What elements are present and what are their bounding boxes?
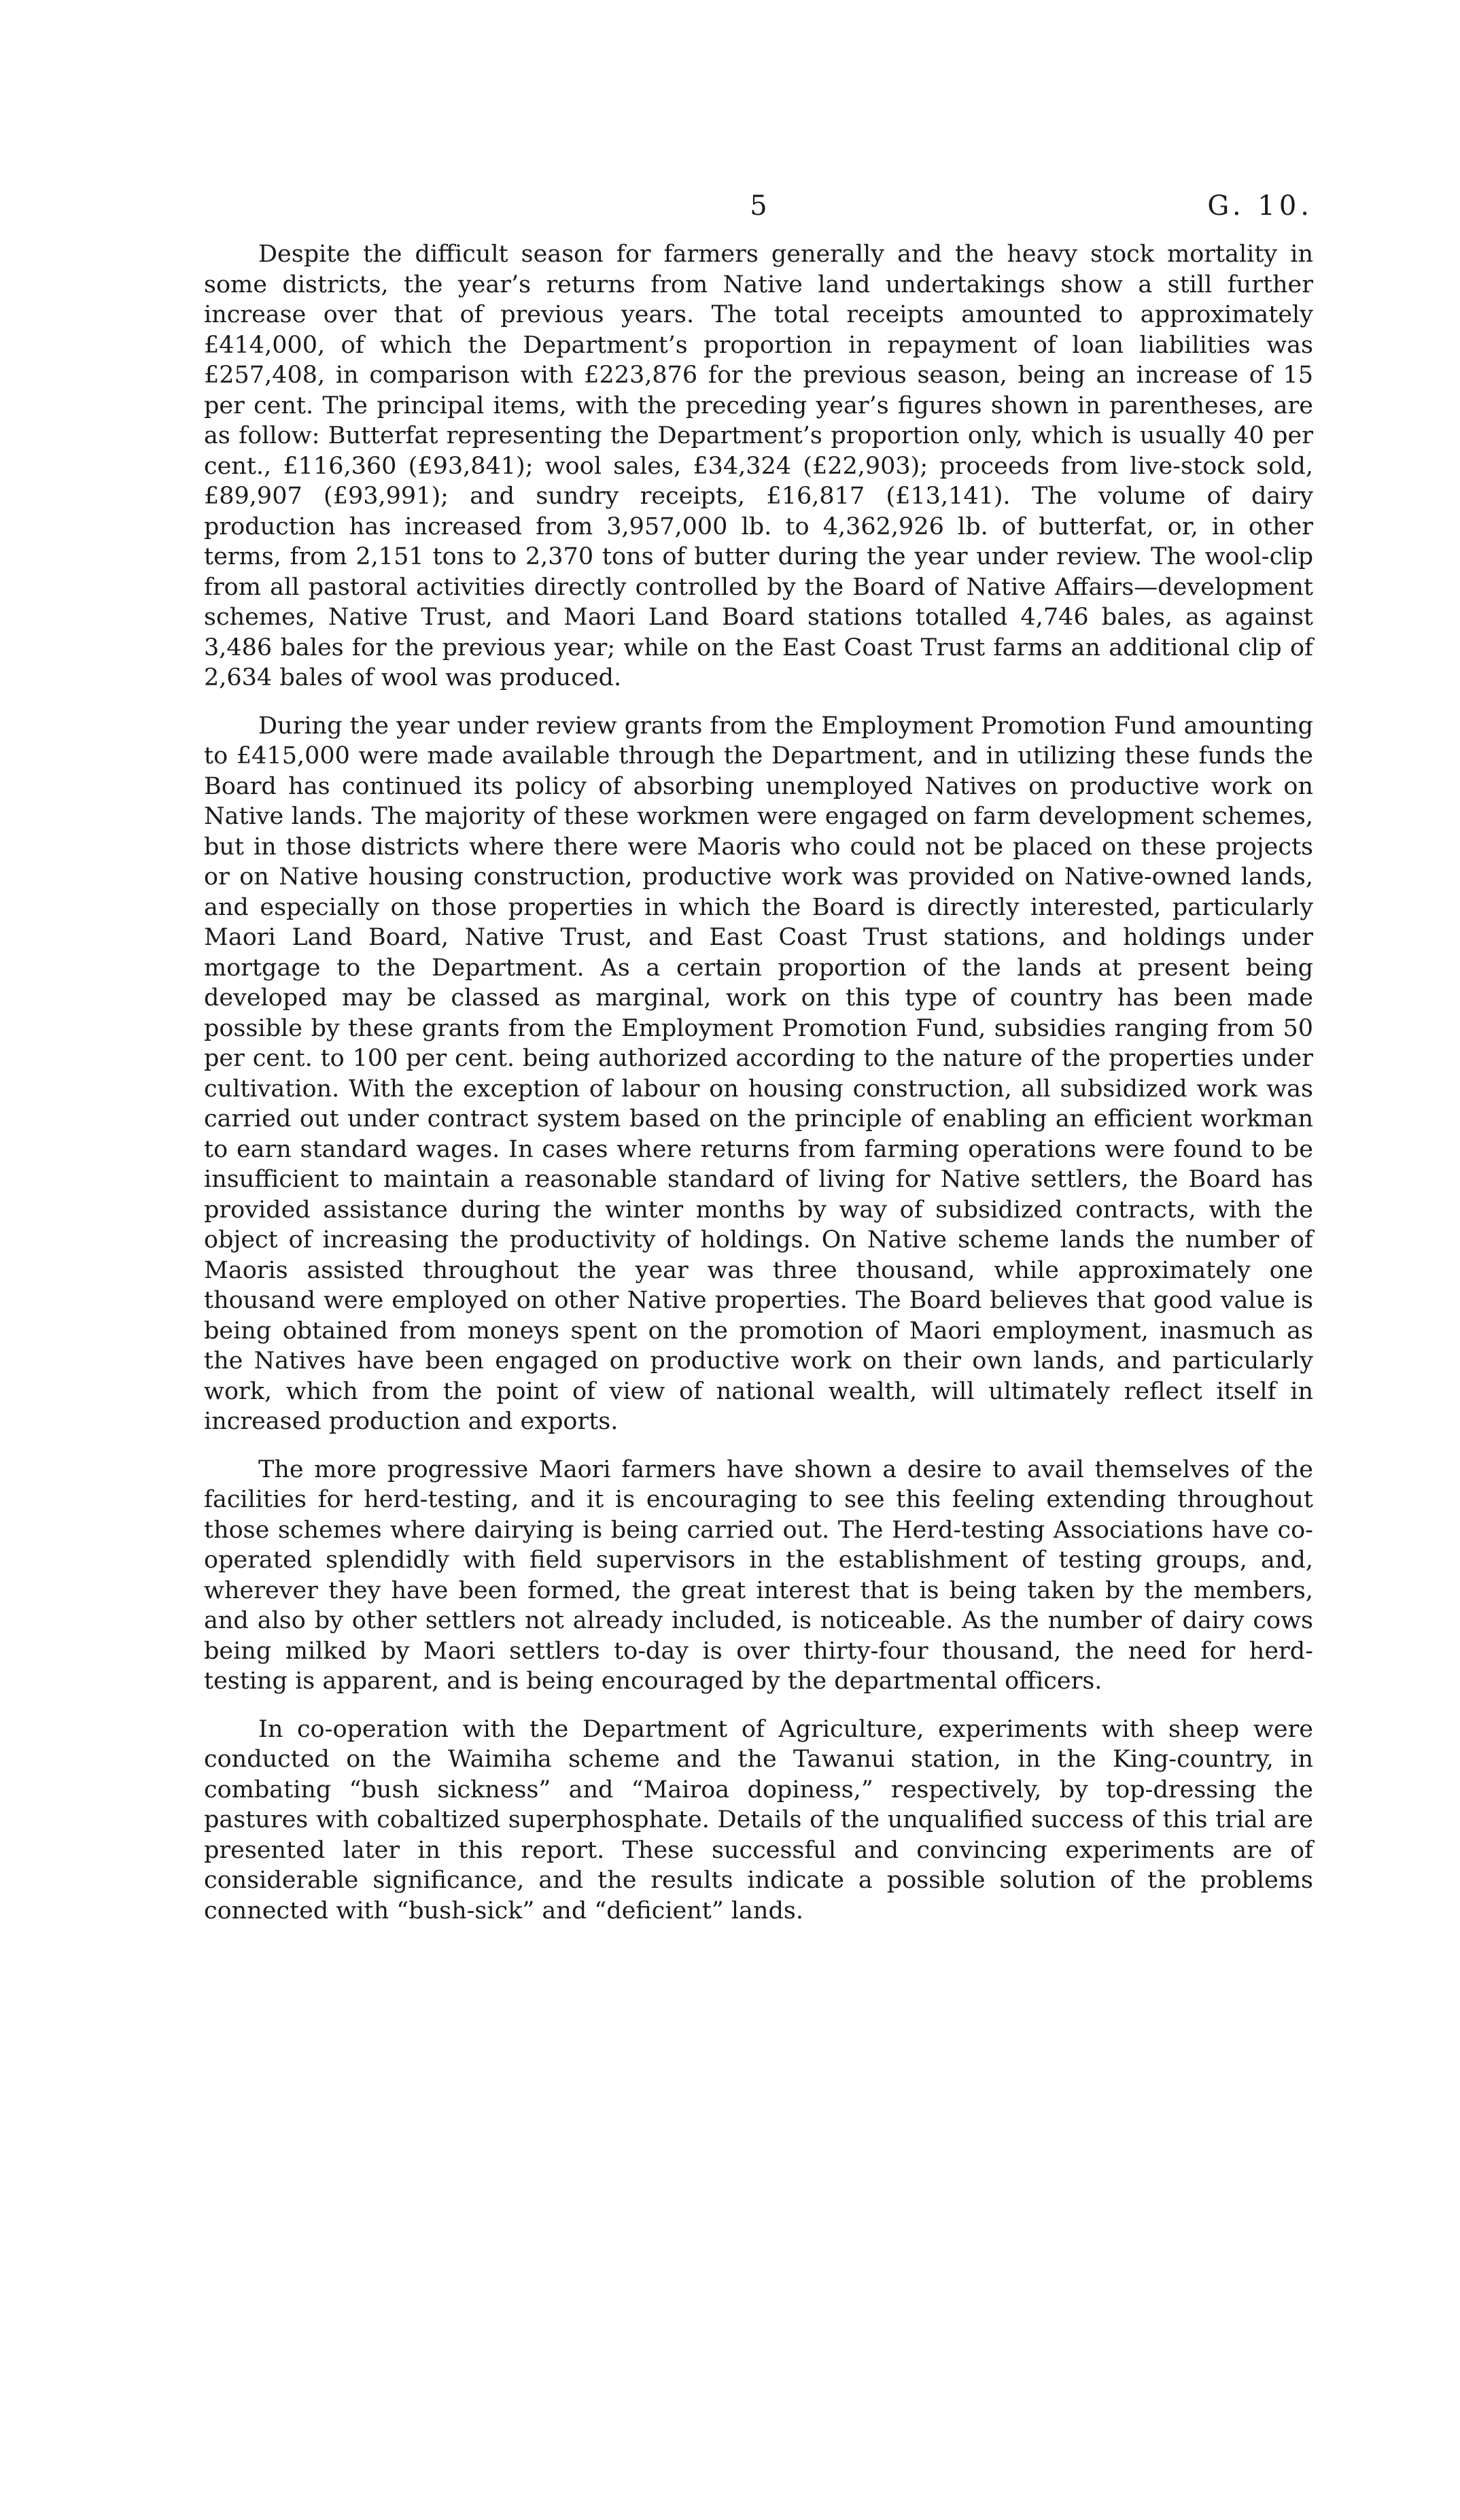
document-code: G. 10. — [1207, 190, 1313, 222]
body-text — [204, 239, 1313, 1944]
paragraph-experiments: In co-operation with the Department of Agriculture, experiments with sheep were conducted on the Waimiha scheme and the Tawanui station, in the King-country, in combating “bush sickness” and “Mairoa dopiness,” respectively, by top-dressing the pastures with cobaltized superphosphate. Details of the unqualified success of this trial are presented later in this report. These successful and convincing experiments are of considerable significance, and the results indicate a possible solution of the problems connected with “bush-sick” and “deficient” lands. — [204, 1715, 1313, 1924]
paragraph-employment: During the year under review grants from the Employment Promotion Fund amounting to £415,000 were made available through the Department, and in utilizing these funds the Board has continued its policy of absorbing unemployed Natives on productive work on Native lands. The majority of these workmen were engaged on farm development schemes, but in those districts where there were Maoris who could not be placed on these projects or on Native housing construction, productive work was provided on Native-owned lands, and especially on those properties in which the Board is directly interested, particularly Maori Land Board, Native Trust, and East Coast Trust stations, and holdings under mortgage to the Department. As a certain proportion of the lands at present being developed may be classed as marginal, work on this type of country has been made possible by these grants from the Employment Promotion Fund, subsidies ranging from 50 per cent. to 100 per cent. being authorized according to the nature of the properties under cultivation. With the exception of labour on housing construction, all subsidized work was carried out under contract system based on the principle of enabling an efficient workman to earn standard wages. In cases where returns from farming operations were found to be insufficient to maintain a reasonable standard of living for Native settlers, the Board has provided assistance during the winter months by way of subsidized contracts, with the object of increasing the productivity of holdings. On Native scheme lands the number of Maoris assisted throughout the year was three thousand, while approximately one thousand were employed on other Native properties. The Board believes that good value is being obtained from moneys spent on the promotion of Maori employment, inasmuch as the Natives have been engaged on productive work on their own lands, and particularly work, which from the point of view of national wealth, will ultimately reflect itself in increased production and exports. — [204, 712, 1313, 1435]
page-header — [204, 190, 1313, 224]
paragraph-herd-testing: The more progressive Maori farmers have shown a desire to avail themselves of the facilities for herd-testing, and it is encouraging to see this feeling extending throughout those schemes where dairying is being carried out. The Herd-testing Associations have co-operated splendidly with field supervisors in the establishment of testing groups, and, wherever they have been formed, the great interest that is being taken by the members, and also by other settlers not already included, is noticeable. As the number of dairy cows being milked by Maori settlers to-day is over thirty-four thousand, the need for herd-testing is apparent, and is being encouraged by the departmental officers. — [204, 1455, 1313, 1695]
paragraph-returns: Despite the difficult season for farmers generally and the heavy stock mortality in some districts, the year’s returns from Native land undertakings show a still further increase over that of previous years. The total receipts amounted to approximately £414,000, of which the Department’s proportion in repayment of loan liabilities was £257,408, in comparison with £223,876 for the previous season, being an increase of 15 per cent. The principal items, with the preceding year’s figures shown in parentheses, are as follow: Butterfat representing the Department’s proportion only, which is usually 40 per cent., £116,360 (£93,841); wool sales, £34,324 (£22,903); proceeds from live-stock sold, £89,907 (£93,991); and sundry receipts, £16,817 (£13,141). The volume of dairy production has increased from 3,957,000 lb. to 4,362,926 lb. of butterfat, or, in other terms, from 2,151 tons to 2,370 tons of butter during the year under review. The wool-clip from all pastoral activities directly controlled by the Board of Native Affairs—development schemes, Native Trust, and Maori Land Board stations totalled 4,746 bales, as against 3,486 bales for the previous year; while on the East Coast Trust farms an additional clip of 2,634 bales of wool was produced. — [204, 241, 1313, 691]
page-number: 5 — [750, 190, 767, 222]
